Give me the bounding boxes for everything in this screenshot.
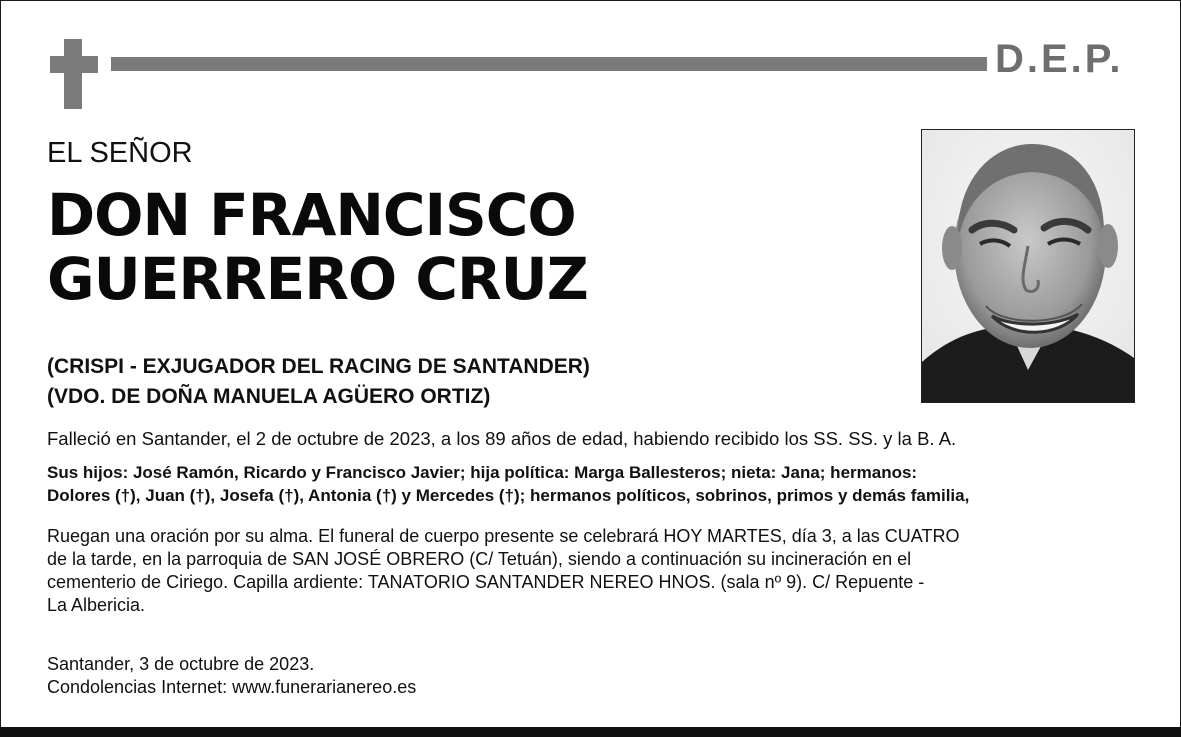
footer-block [47, 653, 416, 699]
dep-label: D.E.P. [995, 37, 1124, 81]
header-rule [111, 57, 987, 71]
family-list [47, 461, 969, 507]
funeral-line-1: Ruegan una oración por su alma. El funeral de cuerpo presente se celebrará HOY MARTES, día 3, a las CUATRO [47, 526, 960, 546]
funeral-details [47, 525, 959, 617]
place-date: Santander, 3 de octubre de 2023. [47, 654, 315, 674]
name-line-2: GUERRERO CRUZ [47, 245, 588, 313]
deceased-name [47, 183, 588, 311]
family-line-1: Sus hijos: José Ramón, Ricardo y Francisco Javier; hija política: Marga Ballesteros; nieta: Jana; hermanos: [47, 463, 918, 482]
funeral-line-2: de la tarde, en la parroquia de SAN JOSÉ OBRERO (C/ Tetuán), siendo a continuación su incineración en el [47, 549, 912, 569]
condolences-link: Condolencias Internet: www.funerarianereo.es [47, 677, 417, 697]
name-line-1: DON FRANCISCO [47, 181, 576, 249]
funeral-line-4: La Albericia. [47, 595, 146, 615]
nickname-note: (CRISPI - EXJUGADOR DEL RACING DE SANTANDER) [47, 355, 590, 378]
widower-note: (VDO. DE DOÑA MANUELA AGÜERO ORTIZ) [47, 385, 491, 408]
bottom-border [0, 727, 1181, 737]
funeral-line-3: cementerio de Ciriego. Capilla ardiente: TANATORIO SANTANDER NEREO HNOS. (sala nº 9). C/ Repuente - [47, 572, 925, 592]
portrait-photo [921, 129, 1135, 403]
death-notice: Falleció en Santander, el 2 de octubre de 2023, a los 89 años de edad, habiendo recibido los SS. SS. y la B. A. [47, 428, 957, 449]
honorific: EL SEÑOR [47, 137, 193, 169]
family-line-2: Dolores (†), Juan (†), Josefa (†), Antonia (†) y Mercedes (†); hermanos políticos, sobrinos, primos y demás familia, [47, 486, 970, 505]
